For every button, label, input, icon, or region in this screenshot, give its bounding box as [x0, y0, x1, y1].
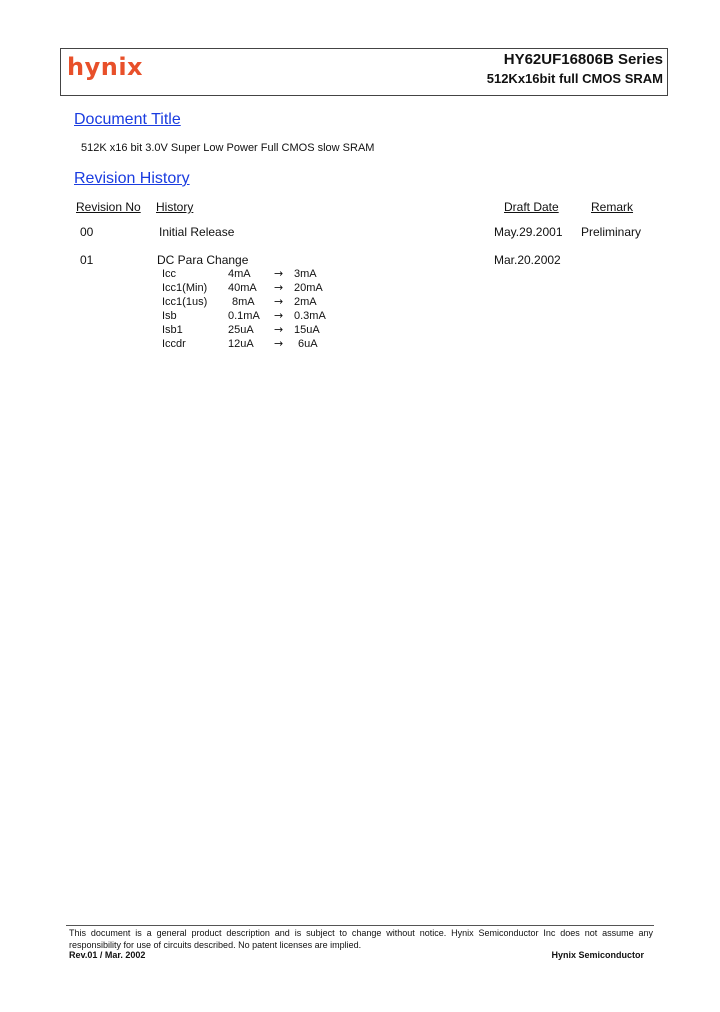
param-name: Isb1	[162, 324, 183, 336]
arrow-right-icon: →	[274, 309, 284, 322]
param-row	[162, 309, 326, 323]
rev-00-number: 00	[80, 225, 94, 239]
footer-revision: Rev.01 / Mar. 2002	[69, 950, 146, 960]
revision-history-heading: Revision History	[74, 170, 190, 187]
rev-01-date: Mar.20.2002	[494, 253, 561, 267]
hynix-logo: hynix	[67, 53, 144, 81]
dc-param-table	[162, 267, 326, 351]
param-from: 4mA	[228, 268, 251, 280]
col-history: History	[156, 200, 194, 214]
col-remark: Remark	[591, 200, 634, 214]
param-to: 2mA	[294, 296, 317, 308]
param-name: Isb	[162, 310, 177, 322]
param-row	[162, 267, 326, 281]
param-row	[162, 295, 326, 309]
param-row	[162, 337, 326, 351]
footer-divider	[66, 925, 654, 926]
param-to: 3mA	[294, 268, 317, 280]
col-revision-no: Revision No	[76, 200, 141, 214]
param-to: 15uA	[294, 324, 320, 336]
param-name: Icc1(Min)	[162, 282, 208, 294]
arrow-right-icon: →	[274, 281, 284, 294]
page-header	[60, 48, 668, 96]
param-name: Iccdr	[162, 338, 186, 350]
series-title: HY62UF16806B Series	[503, 51, 663, 68]
param-from: 8mA	[232, 296, 255, 308]
param-name: Icc1(1us)	[162, 296, 208, 308]
footer-disclaimer: This document is a general product description and is subject to change without notice. Hynix Semiconductor Inc does not assume any responsibility for use of circuits described. No patent licenses are implied.	[69, 928, 653, 950]
arrow-right-icon: →	[274, 323, 284, 336]
param-from: 12uA	[228, 338, 254, 350]
rev-01-history: DC Para Change	[157, 253, 249, 267]
param-row	[162, 281, 326, 295]
param-to: 0.3mA	[294, 310, 326, 322]
footer-company: Hynix Semiconductor	[551, 950, 644, 960]
param-row	[162, 323, 326, 337]
param-to: 20mA	[294, 282, 323, 294]
col-draft-date: Draft Date	[504, 200, 559, 214]
rev-00-date: May.29.2001	[494, 225, 563, 239]
param-from: 40mA	[228, 282, 257, 294]
arrow-right-icon: →	[274, 337, 284, 350]
param-name: Icc	[162, 268, 177, 280]
arrow-right-icon: →	[274, 267, 284, 280]
param-to: 6uA	[298, 338, 318, 350]
param-from: 25uA	[228, 324, 254, 336]
series-subtitle: 512Kx16bit full CMOS SRAM	[486, 71, 663, 86]
arrow-right-icon: →	[274, 295, 284, 308]
document-title-text: 512K x16 bit 3.0V Super Low Power Full CMOS slow SRAM	[81, 142, 375, 154]
document-title-heading: Document Title	[74, 111, 181, 128]
param-from: 0.1mA	[228, 310, 260, 322]
rev-01-number: 01	[80, 253, 94, 267]
rev-00-history: Initial Release	[159, 225, 235, 239]
rev-00-remark: Preliminary	[581, 225, 642, 239]
